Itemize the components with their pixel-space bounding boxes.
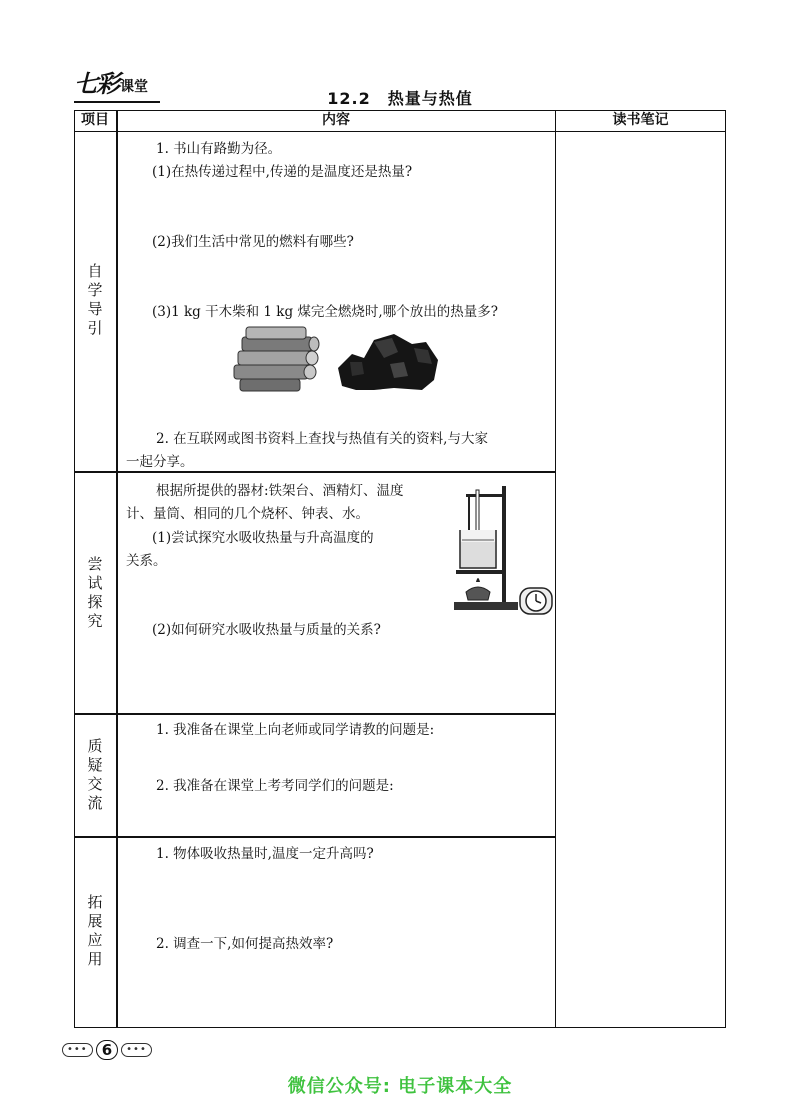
watermark: 微信公众号: 电子课本大全 <box>287 1076 513 1097</box>
extension-line-1: 1. 物体吸收热量时,温度一定升高吗? <box>156 846 374 862</box>
explore-line-1: 根据所提供的器材:铁架台、酒精灯、温度 <box>156 483 404 499</box>
page-number-dots-left: ••• <box>62 1043 93 1057</box>
header-item: 项目 <box>74 110 116 132</box>
page-number-dots-right: ••• <box>121 1043 152 1057</box>
self-study-line-6: 一起分享。 <box>126 454 194 470</box>
page-number-badge <box>62 1040 152 1060</box>
section-label-extension: 拓 展 应 用 <box>87 893 103 968</box>
questions-line-1: 1. 我准备在课堂上向老师或同学请教的问题是: <box>156 722 435 738</box>
notes-column <box>556 110 726 1028</box>
column-divider-item <box>116 110 118 1028</box>
self-study-line-3: (2)我们生活中常见的燃料有哪些? <box>152 234 354 250</box>
row-divider-2 <box>74 713 556 715</box>
logo-sub-text: 课堂 <box>120 79 148 96</box>
page-title: 12.2 热量与热值 <box>327 89 473 108</box>
self-study-line-5: 2. 在互联网或图书资料上查找与热值有关的资料,与大家 <box>156 431 488 447</box>
firewood-image <box>232 325 320 393</box>
logo-main-text: 七彩 <box>74 69 118 98</box>
lab-apparatus-image <box>452 482 558 618</box>
explore-line-5: (2)如何研究水吸收热量与质量的关系? <box>152 622 381 638</box>
extension-line-2: 2. 调查一下,如何提高热效率? <box>156 936 334 952</box>
coal-image <box>334 328 442 392</box>
questions-line-2: 2. 我准备在课堂上考考同学们的问题是: <box>156 778 394 794</box>
self-study-line-4: (3)1 kg 干木柴和 1 kg 煤完全燃烧时,哪个放出的热量多? <box>152 304 498 320</box>
explore-line-4: 关系。 <box>126 553 167 569</box>
row-divider-3 <box>74 836 556 838</box>
explore-line-2: 计、量筒、相同的几个烧杯、钟表、水。 <box>126 506 369 522</box>
self-study-line-1: 1. 书山有路勤为径。 <box>156 141 282 157</box>
explore-line-3: (1)尝试探究水吸收热量与升高温度的 <box>152 530 374 546</box>
self-study-line-2: (1)在热传递过程中,传递的是温度还是热量? <box>152 164 413 180</box>
header-notes: 读书笔记 <box>556 110 726 132</box>
section-label-questions: 质 疑 交 流 <box>87 737 103 812</box>
section-label-explore: 尝 试 探 究 <box>87 555 103 630</box>
page-number: 6 <box>96 1040 118 1060</box>
header-content: 内容 <box>116 110 556 132</box>
section-label-self-study: 自 学 导 引 <box>87 262 103 337</box>
